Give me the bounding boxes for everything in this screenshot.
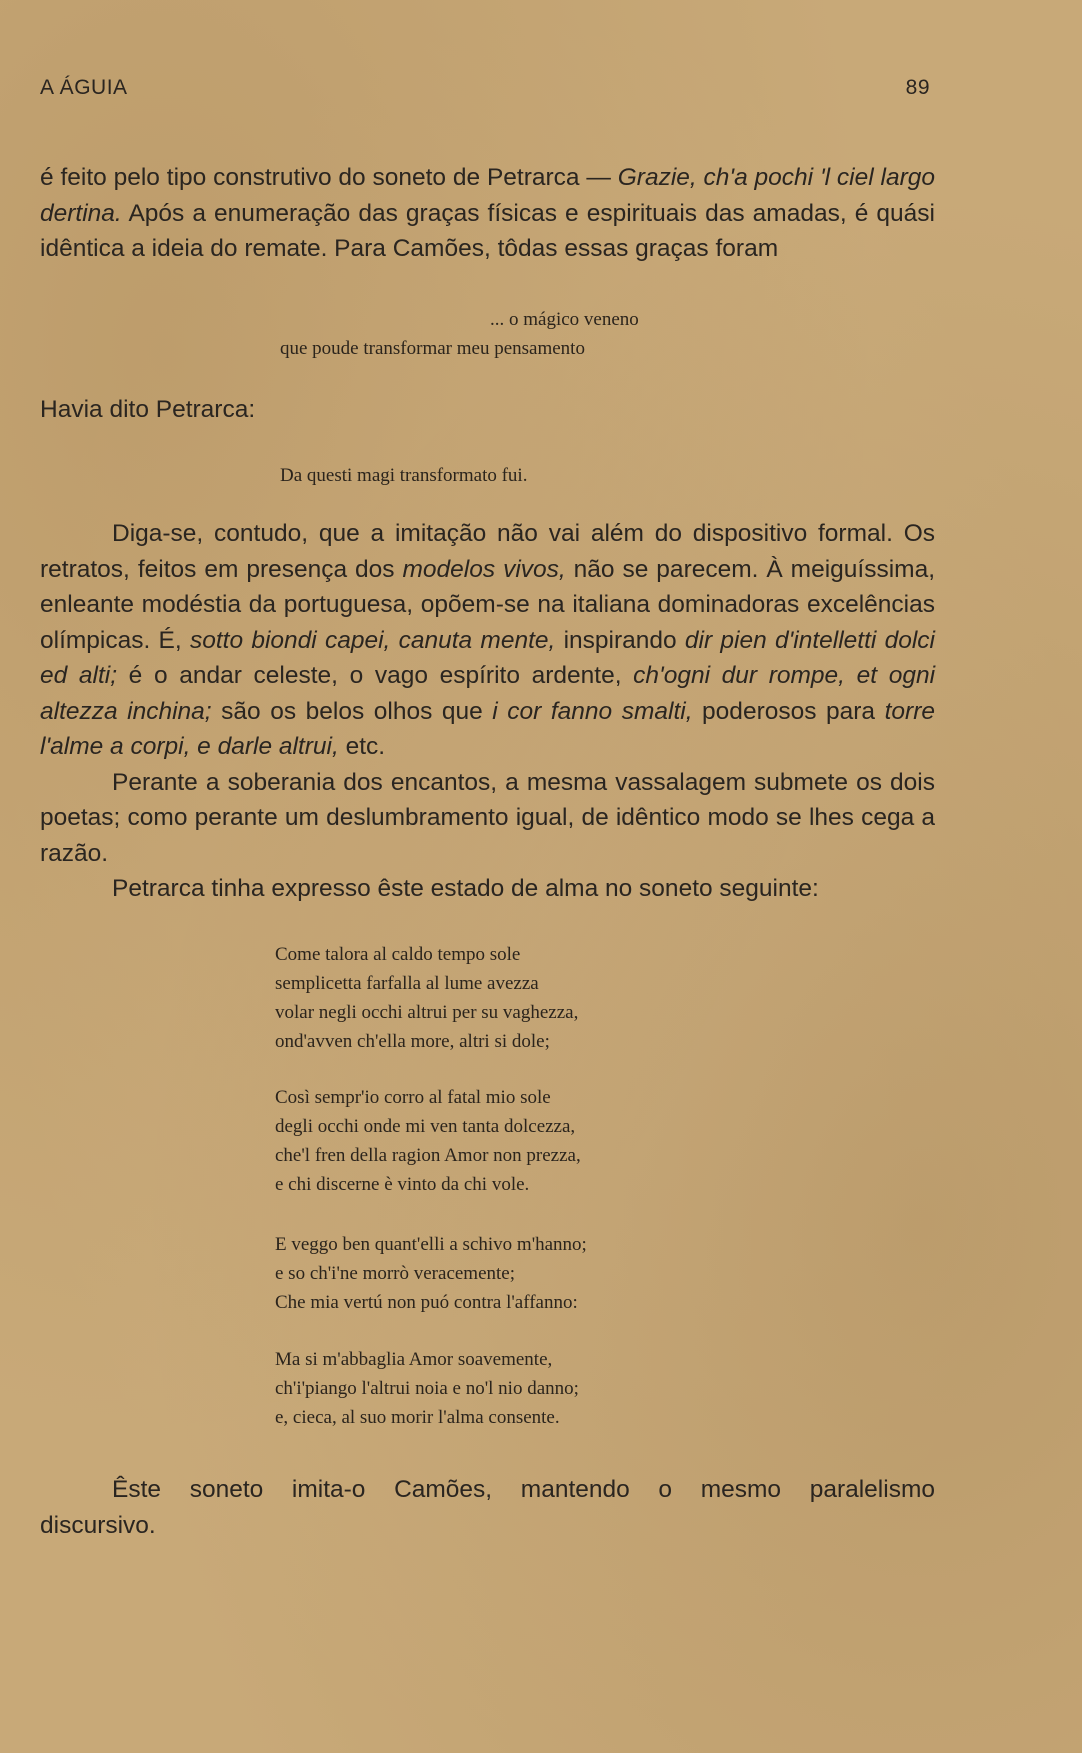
verse-line: e, cieca, al suo morir l'alma consente. — [275, 1407, 560, 1428]
paragraph-text: não se parecem. À meiguíssima, enleante modéstia da portuguesa, opõem-se na italiana dominadoras excelências olímpicas. É, — [40, 555, 936, 654]
verse-line: ... o mágico veneno — [490, 309, 639, 330]
paragraph-2 — [40, 516, 935, 907]
italic-phrase: modelos vivos, — [402, 555, 566, 583]
word: Êste — [112, 1476, 162, 1503]
journal-title: A ÁGUIA — [40, 76, 128, 99]
verse-line: Da questi magi transformato fui. — [280, 465, 528, 486]
word: o — [658, 1476, 673, 1503]
paragraph-imitation — [40, 516, 935, 765]
verse-line: Come talora al caldo tempo sole — [275, 944, 521, 965]
verse-line: ond'avven ch'ella more, altri si dole; — [275, 1031, 550, 1052]
italic-phrase: ch'ogni dur rompe, et ogni altezza inchina; — [40, 662, 936, 725]
havia-line: Havia dito Petrarca: — [40, 396, 256, 423]
verse-line: e so ch'i'ne morrò veracemente; — [275, 1263, 516, 1284]
paragraph-sovereignty: Perante a soberania dos encantos, a mesma vassalagem submete os dois poetas; como perante um deslumbramento igual, de idêntico modo se lhes cega a razão. — [40, 768, 935, 867]
page-number: 89 — [905, 76, 930, 99]
word: paralelismo — [809, 1476, 935, 1503]
paragraph-text: é o andar celeste, o vago espírito ardente, — [117, 662, 634, 689]
paragraph-1 — [40, 160, 935, 267]
sonnet-stanza-2 — [275, 1083, 581, 1199]
word: mesmo — [700, 1476, 782, 1503]
verse-line: semplicetta farfalla al lume avezza — [275, 973, 539, 994]
paragraph-text: Após a enumeração das graças físicas e espirituais das amadas, é quási idêntica a ideia do remate. Para Camões, tôdas essas graças foram — [40, 199, 935, 262]
word: soneto — [189, 1476, 264, 1503]
verse-line: che'l fren della ragion Amor non prezza, — [275, 1145, 581, 1166]
verse-line: Così sempr'io corro al fatal mio sole — [275, 1087, 551, 1108]
verse-line: E veggo ben quant'elli a schivo m'hanno; — [275, 1234, 587, 1255]
verse-line: Che mia vertú non puó contra l'affanno: — [275, 1292, 578, 1313]
sonnet-stanza-1 — [275, 940, 578, 1056]
italic-phrase: dir pien d'intelletti dolci ed alti; — [40, 626, 935, 689]
paragraph-text: etc. — [338, 733, 386, 760]
paragraph-text: inspirando — [555, 626, 685, 654]
verse-line: e chi discerne è vinto da chi vole. — [275, 1174, 530, 1195]
word: imita-o — [291, 1476, 366, 1503]
sonnet-stanza-4 — [275, 1345, 579, 1432]
paragraph-text: são os belos olhos que — [211, 697, 493, 725]
verse-line: Ma si m'abbaglia Amor soavemente, — [275, 1349, 553, 1370]
italic-phrase: sotto biondi capei, canuta mente, — [189, 626, 556, 654]
closing-line-2: discursivo. — [40, 1511, 156, 1539]
sonnet-stanza-3 — [275, 1230, 587, 1317]
quotation-camoes — [280, 305, 639, 363]
verse-line: degli occhi onde mi ven tanta dolcezza, — [275, 1116, 576, 1137]
quotation-petrarca — [280, 461, 527, 490]
paragraph-sonnet-intro: Petrarca tinha expresso êste estado de alma no soneto seguinte: — [112, 875, 819, 902]
italic-phrase: torre l'alme a corpi, e darle altrui, — [40, 697, 935, 760]
italic-quotation: Grazie, ch'a pochi 'l ciel largo dertina. — [40, 164, 935, 227]
verse-line: ch'i'piango l'altrui noia e no'l nio danno; — [275, 1378, 579, 1399]
italic-phrase: i cor fanno smalti, — [492, 697, 693, 725]
closing-paragraph — [40, 1472, 935, 1543]
paragraph-text: poderosos para — [692, 697, 885, 725]
closing-line-1 — [40, 1472, 935, 1508]
paragraph-text: Diga-se, contudo, que a imitação não vai além do dispositivo formal. Os retratos, feitos em presença dos — [40, 520, 935, 583]
paragraph-text: é feito pelo tipo construtivo do soneto de Petrarca — — [40, 164, 618, 191]
word: mantendo — [520, 1476, 630, 1503]
running-head — [40, 76, 930, 106]
verse-line: volar negli occhi altrui per su vaghezza, — [275, 1002, 579, 1023]
word: Camões, — [394, 1476, 493, 1503]
verse-line: que poude transformar meu pensamento — [280, 338, 585, 359]
